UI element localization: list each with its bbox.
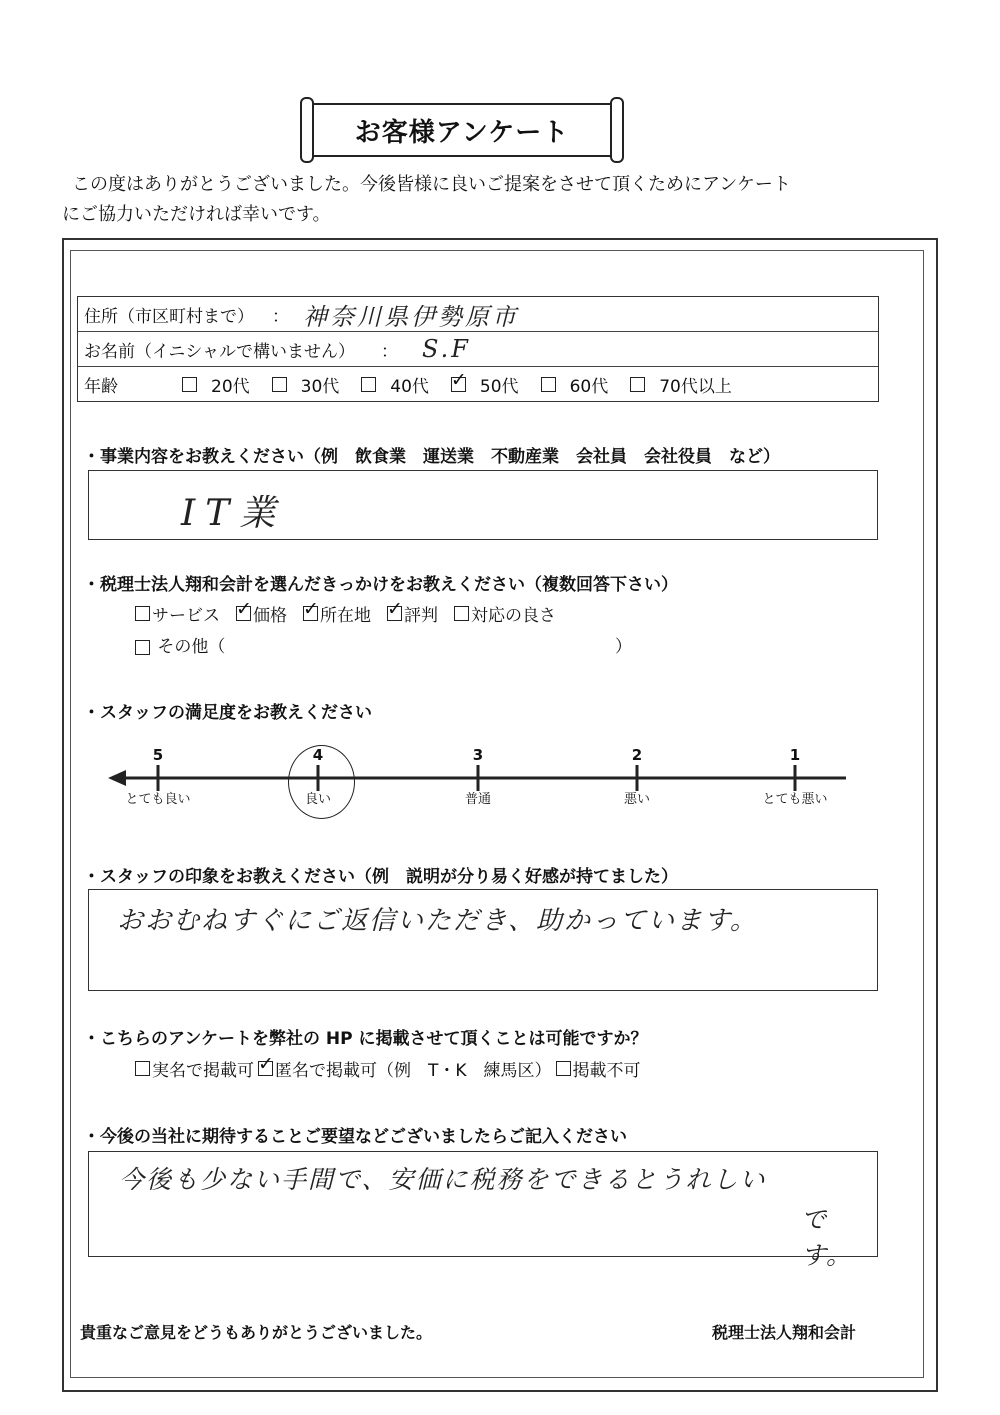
scale-option-label[interactable]: 普通 <box>464 792 491 807</box>
publish-option[interactable] <box>135 1056 254 1081</box>
reason-checkbox[interactable] <box>236 606 251 621</box>
scale-number: 3 <box>472 746 484 764</box>
scale-number: 2 <box>631 746 643 764</box>
age-label: 年齢 <box>84 376 118 397</box>
reason-options <box>135 601 572 626</box>
name-row <box>78 332 878 367</box>
age-checkbox[interactable] <box>451 377 466 392</box>
scale-number: 1 <box>789 746 801 764</box>
age-option-label: 40代 <box>390 376 429 397</box>
reason-option-label: 所在地 <box>320 606 371 626</box>
reason-option[interactable] <box>387 601 438 626</box>
reason-other-close: ） <box>615 637 632 657</box>
business-answer: IT業 <box>181 493 286 534</box>
age-checkbox[interactable] <box>182 377 197 392</box>
publish-option[interactable] <box>556 1056 641 1081</box>
age-option[interactable] <box>361 372 429 397</box>
reason-option-label: 対応の良さ <box>471 606 556 626</box>
publish-option[interactable] <box>258 1056 552 1081</box>
reason-option-label: 価格 <box>253 606 287 626</box>
age-checkbox[interactable] <box>541 377 556 392</box>
request-answer-line-2: です。 <box>801 1205 854 1270</box>
age-option[interactable] <box>451 372 519 397</box>
scale-selection-circle <box>288 745 355 819</box>
publish-option-label: 掲載不可 <box>572 1061 641 1081</box>
scale-number: 4 <box>312 746 324 764</box>
intro-line-1: この度はありがとうございました。今後皆様に良いご提案をさせて頂くためにアンケート <box>72 174 791 195</box>
address-label: 住所（市区町村まで） <box>84 306 254 327</box>
age-option[interactable] <box>182 372 250 397</box>
publish-question: ・こちらのアンケートを弊社の HP に掲載させて頂くことは可能ですか？ <box>83 1029 648 1049</box>
reason-question: ・税理士法人翔和会計を選んだきっかけをお教えください（複数回答下さい） <box>83 575 678 595</box>
impression-answer: おおむねすぐにご返信いただき、助かっています。 <box>117 906 758 936</box>
reason-option[interactable] <box>454 601 556 626</box>
publish-checkbox[interactable] <box>135 1061 150 1076</box>
age-checkbox[interactable] <box>272 377 287 392</box>
request-answer-box[interactable] <box>88 1151 878 1270</box>
age-option[interactable] <box>630 372 732 397</box>
publish-checkbox[interactable] <box>258 1061 273 1076</box>
reason-other-row <box>135 632 635 657</box>
publish-option-label: 実名で掲載可 <box>152 1061 254 1081</box>
footer-thanks: 貴重なご意見をどうもありがとうございました。 <box>80 1323 433 1342</box>
reason-checkbox[interactable] <box>135 606 150 621</box>
reason-option-label: 評判 <box>404 606 438 626</box>
respondent-info-table <box>77 296 879 402</box>
scale-option-label[interactable]: 良い <box>304 792 331 807</box>
scale-option-label[interactable]: 悪い <box>623 792 650 807</box>
age-option-label: 30代 <box>300 376 340 397</box>
reason-checkbox[interactable] <box>387 606 402 621</box>
publish-checkbox[interactable] <box>556 1061 571 1076</box>
name-value[interactable]: S.F <box>421 335 471 363</box>
address-row <box>78 297 878 332</box>
publish-options <box>135 1056 645 1081</box>
reason-checkbox[interactable] <box>454 606 469 621</box>
reason-other-label: その他（ <box>157 637 226 657</box>
age-row <box>78 367 878 401</box>
footer-company: 税理士法人翔和会計 <box>712 1323 857 1342</box>
address-colon: ： <box>272 306 289 327</box>
scale-option-label[interactable]: とても良い <box>125 792 191 807</box>
reason-option[interactable] <box>303 601 371 626</box>
age-option[interactable] <box>541 372 609 397</box>
publish-option-label: 匿名で掲載可（例 T・K 練馬区） <box>275 1061 552 1081</box>
age-option-label: 70代以上 <box>659 376 732 397</box>
age-checkbox[interactable] <box>630 377 645 392</box>
age-checkbox[interactable] <box>361 377 376 392</box>
impression-answer-box[interactable] <box>88 889 878 991</box>
request-answer-line-1: 今後も少ない手間で、安価に税務をできるとうれしい <box>119 1165 767 1194</box>
reason-option-label: サービス <box>152 606 220 626</box>
scale-number: 5 <box>152 746 164 764</box>
survey-title: お客様アンケート <box>354 117 570 148</box>
reason-option[interactable] <box>236 601 287 626</box>
scale-option-label[interactable]: とても悪い <box>762 792 828 807</box>
intro-line-2: にご協力いただければ幸いです。 <box>62 204 331 225</box>
reason-other-checkbox[interactable] <box>135 640 150 655</box>
intro-text <box>62 170 892 230</box>
age-options <box>182 372 754 397</box>
address-value[interactable]: 神奈川県伊勢原市 <box>303 302 519 331</box>
reason-option[interactable] <box>135 601 220 626</box>
name-label: お名前（イニシャルで構いません） <box>84 341 355 362</box>
age-option-label: 60代 <box>569 376 609 397</box>
age-option-label: 50代 <box>479 376 519 397</box>
survey-title-banner <box>312 103 612 157</box>
request-question: ・今後の当社に期待することご要望などございましたらご記入ください <box>83 1127 627 1147</box>
age-option[interactable] <box>272 372 340 397</box>
satisfaction-question: ・スタッフの満足度をお教えください <box>83 703 372 723</box>
name-colon: ： <box>380 341 398 362</box>
reason-checkbox[interactable] <box>303 606 318 621</box>
business-answer-box[interactable] <box>88 470 878 540</box>
business-question: ・事業内容をお教えください（例 飲食業 運送業 不動産業 会社員 会社役員 など） <box>83 447 780 467</box>
age-option-label: 20代 <box>211 376 250 397</box>
impression-question: ・スタッフの印象をお教えください（例 説明が分り易く好感が持てました） <box>83 867 678 887</box>
scale-labels <box>118 742 878 822</box>
